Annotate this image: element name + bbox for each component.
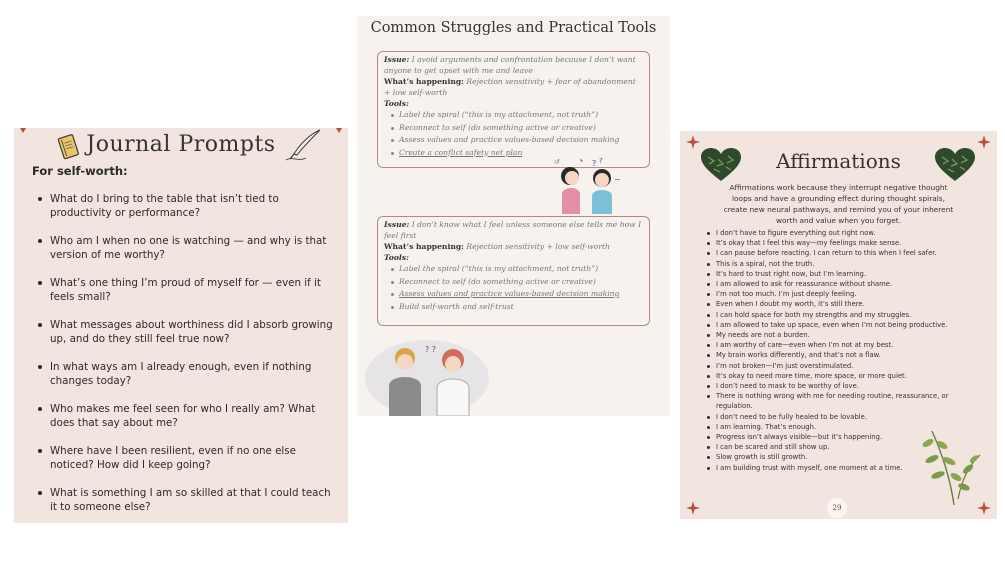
list-item: I can pause before reacting. I can return to this when I feel safer. — [706, 248, 978, 258]
prompt-list — [36, 192, 336, 528]
list-item: Even when I doubt my worth, it’s still there. — [706, 299, 978, 309]
list-item: I am learning. That’s enough. — [706, 422, 978, 432]
list-item: I don’t need to mask to be worthy of love. — [706, 381, 978, 391]
list-item: Slow growth is still growth. — [706, 452, 978, 462]
list-item: I don’t have to figure everything out right now. — [706, 228, 978, 238]
struggles-page — [357, 16, 670, 416]
list-item: Reconnect to self (do something active or creative) — [390, 122, 643, 135]
tools-list — [390, 263, 643, 313]
heart-icon — [934, 147, 976, 183]
list-item: It’s okay that I feel this way—my feelings make sense. — [706, 238, 978, 248]
list-item: My brain works differently, and that’s not a flaw. — [706, 350, 978, 360]
confused-couple-illustration — [365, 336, 490, 416]
issue-label: Issue: — [384, 220, 410, 229]
issue-text — [384, 54, 643, 76]
list-item: I don’t need to be fully healed to be lovable. — [706, 412, 978, 422]
issue-box — [377, 51, 650, 168]
list-item: Label the spiral (“this is my attachment, not truth”) — [390, 263, 643, 276]
list-item: There is nothing wrong with me for needing routine, reassurance, or regulation. — [706, 391, 978, 411]
list-item: Assess values and practice values-based decision making — [390, 134, 643, 147]
list-item[interactable] — [390, 288, 643, 301]
tools-label: Tools: — [384, 99, 409, 108]
tools-label: Tools: — [384, 253, 409, 262]
happening-description: Rejection sensitivity + low self-worth — [466, 242, 610, 251]
list-item: My needs are not a burden. — [706, 330, 978, 340]
list-item: Reconnect to self (do something active or creative) — [390, 276, 643, 289]
svg-text:↺: ↺ — [554, 158, 560, 166]
list-item: It’s okay to need more time, more space, or more quiet. — [706, 371, 978, 381]
section-heading: For self-worth: — [32, 164, 128, 178]
svg-text:?: ? — [599, 157, 603, 165]
list-item: I can hold space for both my strengths and my struggles. — [706, 310, 978, 320]
list-item: Who makes me feel seen for who I really am? What does that say about me? — [36, 402, 336, 444]
svg-text:~: ~ — [614, 175, 621, 184]
intro-paragraph: Affirmations work because they interrupt negative thought loops and have a grounding effect during thought spirals, create new neural pathways, and remind you of your inherent worth and value when you forget. — [723, 183, 954, 225]
journal-prompts-page — [14, 128, 348, 523]
svg-text:?: ? — [592, 159, 597, 168]
list-item: Build self-worth and self-trust — [390, 301, 643, 314]
list-item: I’m not broken—I’m just overstimulated. — [706, 361, 978, 371]
list-item: I’m not too much. I’m just deeply feeling. — [706, 289, 978, 299]
arguing-couple-illustration — [552, 154, 632, 214]
issue-label: Issue: — [384, 55, 410, 64]
list-item: What do I bring to the table that isn’t tied to productivity or performance? — [36, 192, 336, 234]
page-title: Common Struggles and Practical Tools — [370, 20, 657, 36]
happening-text — [384, 76, 643, 98]
tool-link[interactable]: Create a conflict safety net plan — [399, 147, 523, 157]
list-item: I am allowed to take up space, even when I’m not being productive. — [706, 320, 978, 330]
page-title: Journal Prompts — [86, 132, 276, 157]
list-item: What’s one thing I’m proud of myself for — even if it feels small? — [36, 276, 336, 318]
svg-text:? ?: ? ? — [425, 345, 437, 354]
happening-label: What’s happening: — [384, 77, 464, 86]
page-title: Affirmations — [776, 149, 901, 173]
sparkle-icon — [686, 501, 700, 515]
list-item: This is a spiral, not the truth. — [706, 259, 978, 269]
leaf-branch-icon — [922, 429, 982, 507]
list-item: I am building trust with myself, one moment at a time. — [706, 463, 978, 473]
tool-link[interactable]: Assess values and practice values-based decision making — [399, 289, 620, 298]
list-item: Label the spiral (“this is my attachment, not truth”) — [390, 109, 643, 122]
sparkle-icon — [977, 135, 991, 149]
list-item: It’s hard to trust right now, but I’m learning. — [706, 269, 978, 279]
list-item: What is something I am so skilled at that I could teach it to someone else? — [36, 486, 336, 528]
happening-label: What’s happening: — [384, 242, 464, 251]
list-item: Who am I when no one is watching — and why is that version of me worthy? — [36, 234, 336, 276]
list-item: I am allowed to ask for reassurance without shame. — [706, 279, 978, 289]
issue-description: I don’t know what I feel unless someone else tells me how I feel first — [384, 220, 642, 240]
quill-icon — [284, 128, 324, 164]
list-item: Progress isn’t always visible—but it’s happening. — [706, 432, 978, 442]
issue-description: I avoid arguments and confrontation because I don’t want anyone to get upset with me and leave — [384, 55, 636, 75]
issue-box — [377, 216, 650, 326]
sparkle-icon — [686, 135, 700, 149]
list-item: In what ways am I already enough, even if nothing changes today? — [36, 360, 336, 402]
tools-list — [390, 109, 643, 159]
affirmations-page — [680, 131, 997, 519]
happening-text — [384, 241, 643, 252]
list-item: What messages about worthiness did I absorb growing up, and do they still feel true now? — [36, 318, 336, 360]
happening-description: Rejection sensitivity + fear of abandonment + low self-worth — [384, 77, 636, 97]
list-item: I am worthy of care—even when I’m not at my best. — [706, 340, 978, 350]
issue-text — [384, 219, 643, 241]
page-number: 29 — [827, 498, 847, 518]
list-item: I can be scared and still show up. — [706, 442, 978, 452]
list-item: Where have I been resilient, even if no one else noticed? How did I keep going? — [36, 444, 336, 486]
